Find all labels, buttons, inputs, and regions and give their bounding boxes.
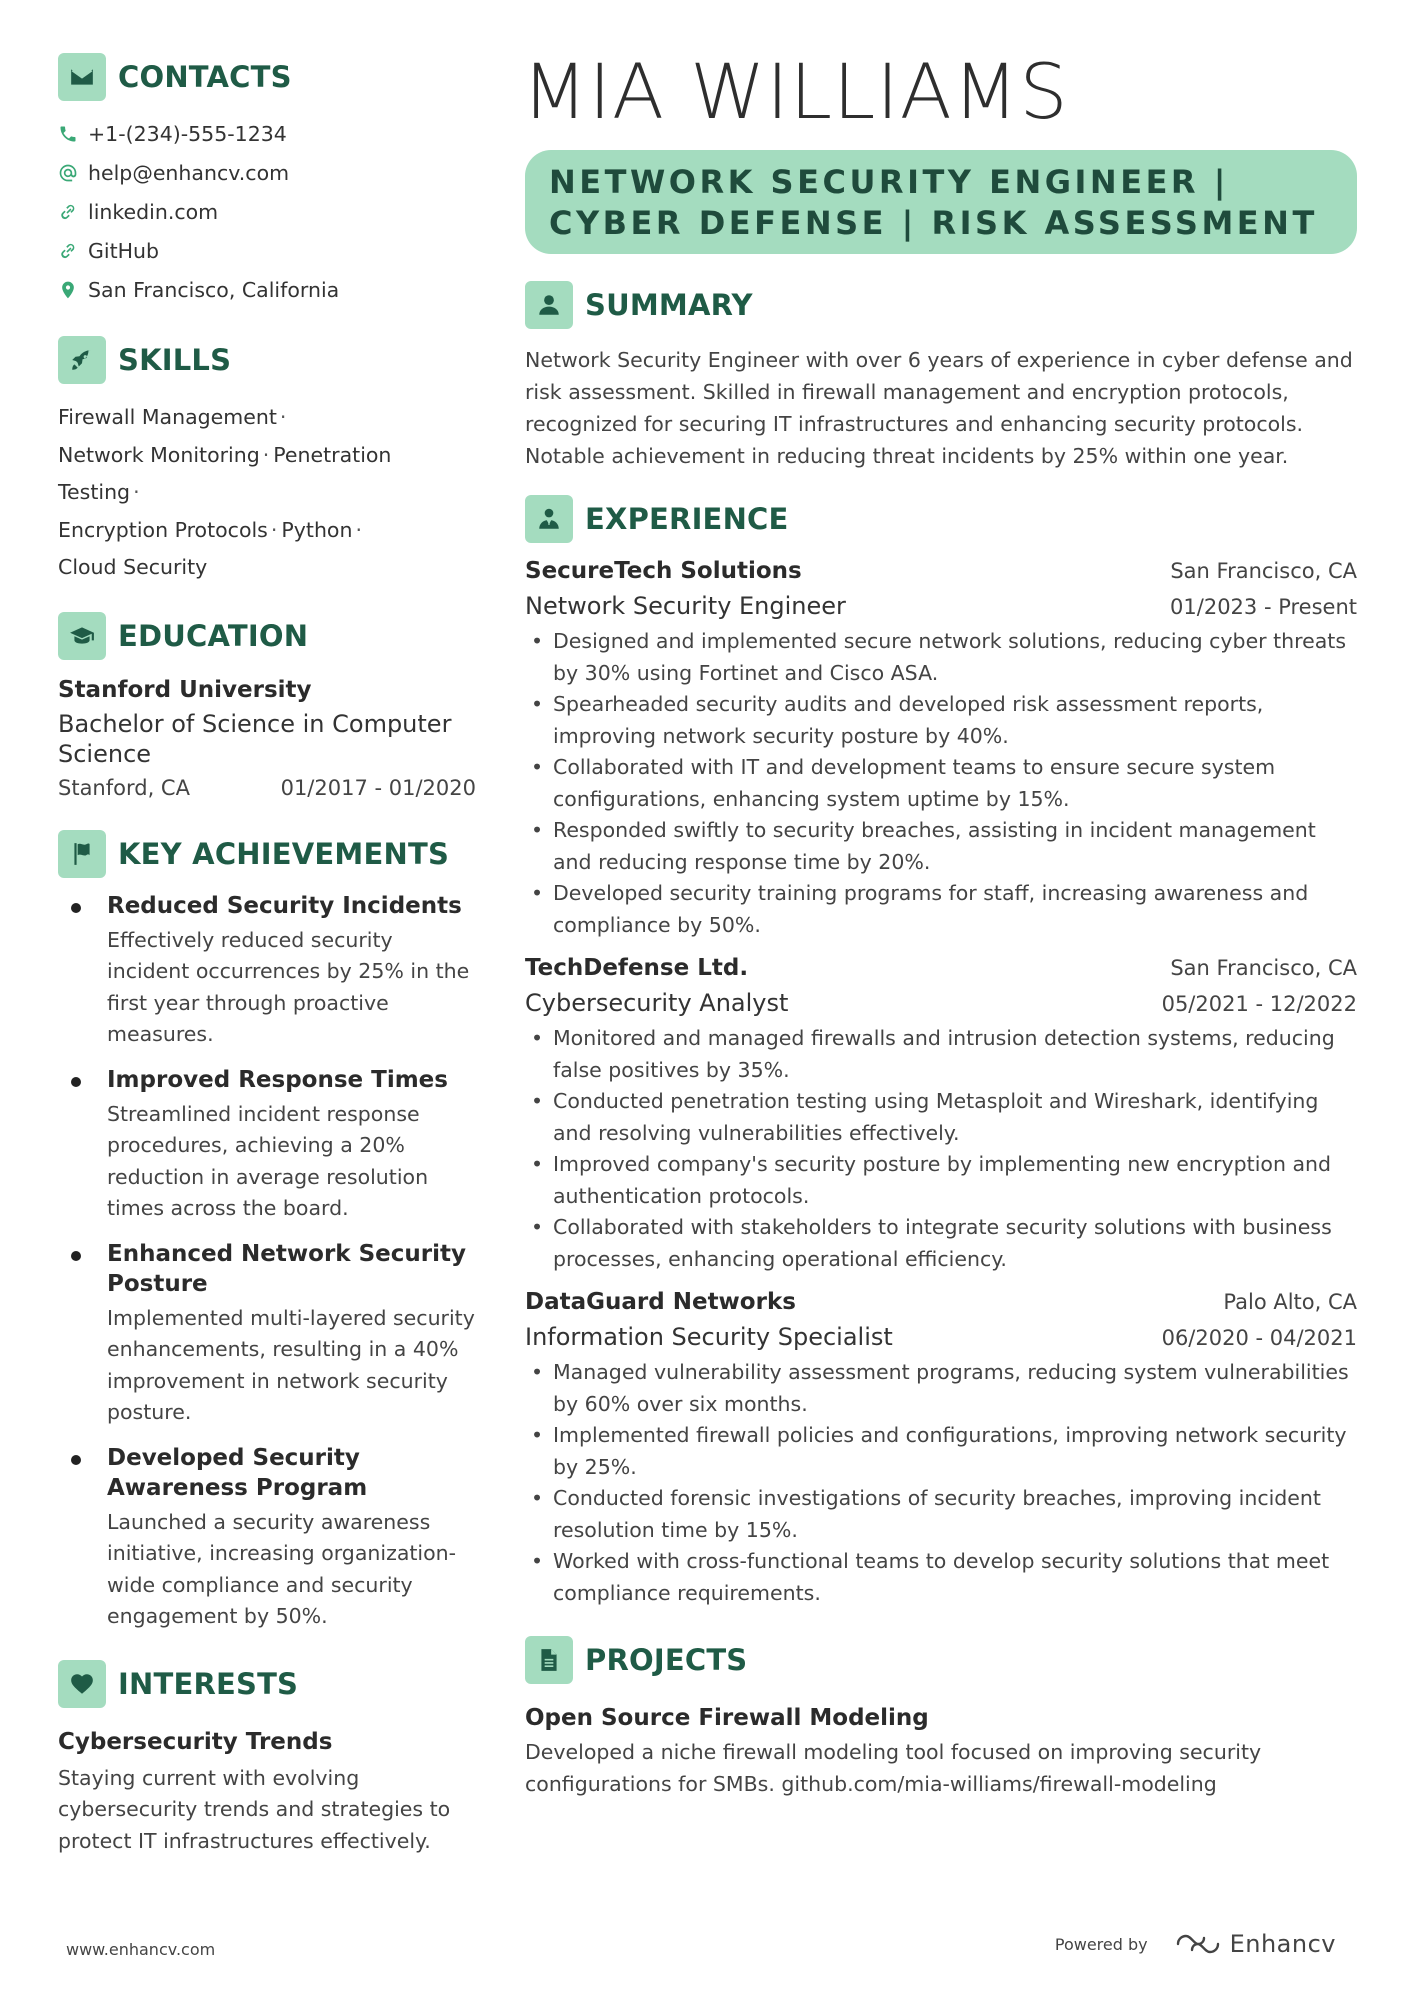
skills-header <box>58 335 476 385</box>
achievement-item <box>58 1443 476 1633</box>
skill-item: Encryption Protocols <box>58 517 268 542</box>
projects-title: PROJECTS <box>585 1643 748 1677</box>
contact-location <box>58 270 476 309</box>
job-bullets <box>525 1023 1357 1275</box>
job-bullet: • Monitored and managed firewalls and intrusion detection systems, reducing false positives by 35%. <box>525 1023 1357 1086</box>
interests-header <box>58 1659 476 1709</box>
enhancv-logo-icon <box>1174 1931 1222 1957</box>
job-role: Cybersecurity Analyst <box>525 989 789 1017</box>
job-entry <box>525 951 1357 1275</box>
job-role: Information Security Specialist <box>525 1323 893 1351</box>
flag-icon <box>58 830 106 878</box>
interest-desc: Staying current with evolving cybersecurity trends and strategies to protect IT infrastructures effectively. <box>58 1765 451 1853</box>
skill-item: Network Monitoring <box>58 442 260 467</box>
skill-item: Penetration Testing <box>58 442 392 504</box>
summary-text: Network Security Engineer with over 6 years of experience in cyber defense and risk assessment. Skilled in firewall management and encryption protocols, recognized for securing IT infrastructures and enhancing security protocols. Notable achievement in reducing threat incidents by 25% within one year. <box>525 348 1353 468</box>
job-company: SecureTech Solutions <box>525 558 802 584</box>
skill-item: Firewall Management <box>58 405 277 429</box>
education-header <box>58 611 476 661</box>
heart-icon <box>58 1660 106 1708</box>
education-degree: Bachelor of Science in Computer Science <box>58 709 452 768</box>
achievements-title: KEY ACHIEVEMENTS <box>118 836 450 871</box>
job-bullet: • Designed and implemented secure network solutions, reducing cyber threats by 30% using Fortinet and Cisco ASA. <box>525 626 1357 689</box>
job-bullet: • Worked with cross-functional teams to develop security solutions that meet compliance requirements. <box>525 1546 1357 1609</box>
link-icon <box>58 202 88 222</box>
document-icon <box>525 1636 573 1684</box>
job-bullet: • Improved company's security posture by implementing new encryption and authentication protocols. <box>525 1149 1357 1212</box>
contact-email-text: help@enhancv.com <box>88 160 290 185</box>
achievements-list <box>58 891 476 1633</box>
at-icon <box>58 163 88 183</box>
contact-github-text: GitHub <box>88 238 160 263</box>
job-company: DataGuard Networks <box>525 1289 796 1315</box>
skills-list: Firewall Management · Network Monitoring · Penetration Testing · Encryption Protocols · Python · Cloud Security <box>58 405 392 579</box>
job-location: San Francisco, CA <box>1170 559 1357 583</box>
project-desc: Developed a niche firewall modeling tool focused on improving security configurations for SMBs. github.com/mia-williams/firewall-modeling <box>525 1740 1262 1796</box>
job-bullet: • Developed security training programs for staff, increasing awareness and compliance by 50%. <box>525 878 1357 941</box>
education-location: Stanford, CA <box>58 775 190 800</box>
achievements-header <box>58 829 476 879</box>
brand-name: Enhancv <box>1229 1930 1336 1958</box>
job-bullet: • Responded swiftly to security breaches, assisting in incident management and reducing response time by 20%. <box>525 815 1357 878</box>
powered-by-label: Powered by <box>1054 1934 1148 1954</box>
contact-github[interactable] <box>58 231 476 270</box>
job-entry <box>525 1285 1357 1609</box>
education-meta <box>58 773 476 803</box>
interest-title: Cybersecurity Trends <box>58 1728 333 1755</box>
education-school: Stanford University <box>58 676 312 703</box>
job-dates: 01/2023 - Present <box>1170 595 1357 619</box>
job-bullets <box>525 1357 1357 1609</box>
achievement-title: Developed Security Awareness Program <box>107 1444 368 1501</box>
summary-title: SUMMARY <box>585 288 753 322</box>
job-bullet: • Collaborated with stakeholders to integrate security solutions with business processes, enhancing operational efficiency. <box>525 1212 1357 1275</box>
job-role: Network Security Engineer <box>525 592 846 620</box>
candidate-name: MIA WILLIAMS <box>522 47 1069 136</box>
skills-title: SKILLS <box>118 343 232 377</box>
education-dates: 01/2017 - 01/2020 <box>280 775 476 800</box>
achievement-item <box>58 1239 476 1429</box>
job-bullet: • Managed vulnerability assessment programs, reducing system vulnerabilities by 60% over six months. <box>525 1357 1357 1420</box>
achievement-desc: Launched a security awareness initiative, increasing organization-wide compliance and security engagement by 50%. <box>107 1509 457 1628</box>
job-bullets <box>525 626 1357 941</box>
user-icon <box>525 281 573 329</box>
headline-banner: NETWORK SECURITY ENGINEER | CYBER DEFENSE | RISK ASSESSMENT <box>525 150 1357 254</box>
project-title: Open Source Firewall Modeling <box>525 1705 929 1731</box>
contacts-list <box>58 114 476 309</box>
footer-branding <box>1055 1930 1336 1958</box>
graduation-cap-icon <box>58 612 106 660</box>
contact-linkedin-text: linkedin.com <box>88 199 219 224</box>
achievement-desc: Effectively reduced security incident occurrences by 25% in the first year through proactive measures. <box>107 927 470 1046</box>
location-pin-icon <box>58 280 88 300</box>
link-icon <box>58 241 88 261</box>
achievement-desc: Implemented multi-layered security enhancements, resulting in a 40% improvement in network security posture. <box>107 1305 475 1424</box>
right-column <box>522 47 1357 1800</box>
user-tie-icon <box>525 495 573 543</box>
job-entry <box>525 554 1357 941</box>
achievement-title: Reduced Security Incidents <box>107 892 462 919</box>
job-dates: 06/2020 - 04/2021 <box>1161 1326 1357 1350</box>
achievement-desc: Streamlined incident response procedures, achieving a 20% reduction in average resolution times across the board. <box>107 1101 429 1220</box>
achievement-title: Improved Response Times <box>107 1066 448 1093</box>
job-bullet: • Conducted forensic investigations of security breaches, improving incident resolution time by 15%. <box>525 1483 1357 1546</box>
achievement-item <box>58 891 476 1051</box>
job-company: TechDefense Ltd. <box>525 955 749 981</box>
summary-header <box>525 280 1357 330</box>
job-location: Palo Alto, CA <box>1223 1290 1357 1314</box>
skill-item: Python <box>281 517 353 542</box>
achievement-title: Enhanced Network Security Posture <box>107 1240 466 1297</box>
footer-website[interactable]: www.enhancv.com <box>66 1940 216 1959</box>
job-dates: 05/2021 - 12/2022 <box>1161 992 1357 1016</box>
achievement-item <box>58 1065 476 1225</box>
contact-linkedin[interactable] <box>58 192 476 231</box>
contacts-header <box>58 52 476 102</box>
phone-icon <box>58 124 88 144</box>
projects-header <box>525 1635 1357 1685</box>
skill-item: Cloud Security <box>58 555 208 579</box>
job-bullet: • Spearheaded security audits and developed risk assessment reports, improving network security posture by 40%. <box>525 689 1357 752</box>
experience-title: EXPERIENCE <box>585 502 789 536</box>
job-bullet: • Collaborated with IT and development teams to ensure secure system configurations, enhancing system uptime by 15%. <box>525 752 1357 815</box>
left-column <box>58 52 476 1857</box>
contact-location-text: San Francisco, California <box>88 277 340 302</box>
job-bullet: • Implemented firewall policies and configurations, improving network security by 25%. <box>525 1420 1357 1483</box>
education-title: EDUCATION <box>118 618 309 653</box>
envelope-icon <box>58 53 106 101</box>
contacts-title: CONTACTS <box>118 60 292 94</box>
contact-phone-text: +1-(234)-555-1234 <box>88 121 287 146</box>
job-location: San Francisco, CA <box>1170 956 1357 980</box>
contact-email[interactable] <box>58 153 476 192</box>
contact-phone[interactable] <box>58 114 476 153</box>
job-bullet: • Conducted penetration testing using Metasploit and Wireshark, identifying and resolving vulnerabilities effectively. <box>525 1086 1357 1149</box>
rocket-icon <box>58 336 106 384</box>
interests-title: INTERESTS <box>118 1666 299 1701</box>
experience-header <box>525 494 1357 544</box>
